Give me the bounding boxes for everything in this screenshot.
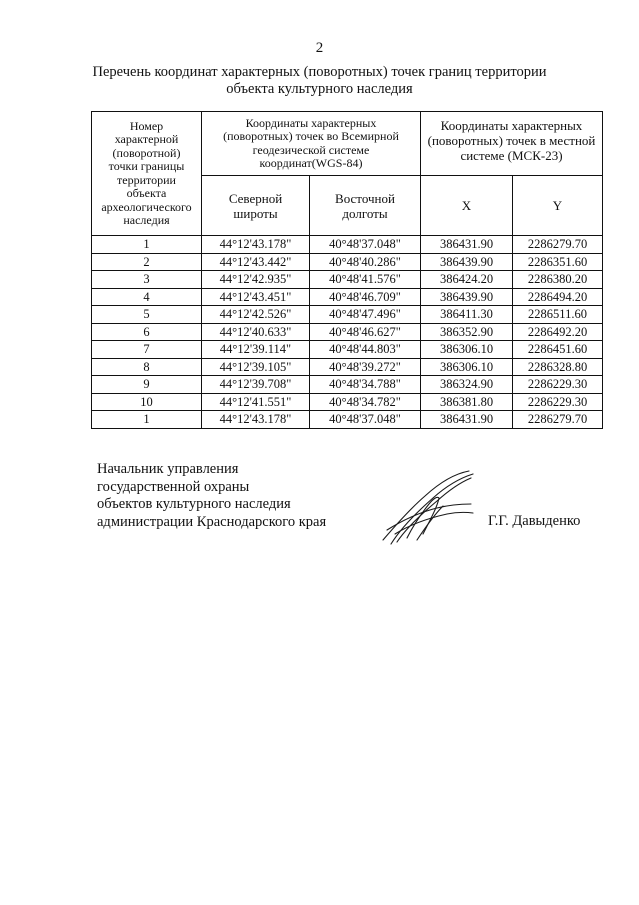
x-cell: 386431.90 [421, 236, 513, 254]
x-cell: 386381.80 [421, 393, 513, 411]
header-east-longitude [310, 176, 421, 236]
header-line: системе (МСК-23) [460, 148, 563, 163]
latitude-cell: 44°12'41.551" [202, 393, 310, 411]
document-title-line-1: Перечень координат характерных (поворотных) точек границ территории [92, 64, 547, 80]
header-point-number [92, 112, 202, 236]
header-line: археологического [101, 199, 192, 214]
longitude-cell: 40°48'44.803" [310, 341, 421, 359]
table-row [92, 358, 603, 376]
header-north-latitude [202, 176, 310, 236]
x-cell: 386306.10 [421, 358, 513, 376]
header-line: долготы [342, 205, 388, 221]
x-cell: 386431.90 [421, 411, 513, 429]
y-cell: 2286279.70 [513, 411, 603, 429]
longitude-cell: 40°48'39.272" [310, 358, 421, 376]
y-cell: 2286451.60 [513, 341, 603, 359]
header-line: объекта [126, 186, 167, 200]
table-row [92, 253, 603, 271]
point-number: 1 [92, 236, 202, 254]
header-msk23 [421, 112, 603, 176]
point-number: 2 [92, 253, 202, 271]
point-number: 4 [92, 288, 202, 306]
signatory-position [97, 461, 326, 531]
latitude-cell: 44°12'42.526" [202, 306, 310, 324]
y-cell: 2286351.60 [513, 253, 603, 271]
document-title [60, 64, 579, 98]
header-line: Северной [228, 190, 283, 206]
latitude-cell: 44°12'43.442" [202, 253, 310, 271]
latitude-cell: 44°12'40.633" [202, 323, 310, 341]
y-cell: 2286229.30 [513, 393, 603, 411]
point-number: 1 [92, 411, 202, 429]
header-line: (поворотной) [112, 145, 181, 160]
latitude-cell: 44°12'43.178" [202, 236, 310, 254]
signatory-position-line: Начальник управления [97, 461, 239, 477]
longitude-cell: 40°48'34.788" [310, 376, 421, 394]
latitude-cell: 44°12'39.708" [202, 376, 310, 394]
y-cell: 2286380.20 [513, 271, 603, 289]
x-cell: 386324.90 [421, 376, 513, 394]
point-number: 8 [92, 358, 202, 376]
handwritten-signature [377, 468, 477, 548]
signatory-position-line: объектов культурного наследия [97, 496, 291, 512]
y-cell: 2286328.80 [513, 358, 603, 376]
longitude-cell: 40°48'34.782" [310, 393, 421, 411]
coordinates-table [91, 111, 603, 429]
longitude-cell: 40°48'46.709" [310, 288, 421, 306]
header-line: координат(WGS-84) [259, 156, 363, 170]
header-line: (поворотных) точек во Всемирной [223, 129, 399, 143]
header-line: геодезической системе [252, 142, 370, 157]
latitude-cell: 44°12'43.178" [202, 411, 310, 429]
point-number: 3 [92, 271, 202, 289]
coordinates-table-body [92, 236, 603, 429]
y-cell: 2286492.20 [513, 323, 603, 341]
header-line: Координаты характерных [245, 115, 377, 130]
header-line: Восточной [335, 190, 395, 206]
point-number: 9 [92, 376, 202, 394]
header-line: территории [117, 172, 176, 187]
table-row [92, 323, 603, 341]
point-number: 6 [92, 323, 202, 341]
point-number: 7 [92, 341, 202, 359]
longitude-cell: 40°48'41.576" [310, 271, 421, 289]
y-cell: 2286229.30 [513, 376, 603, 394]
header-line: Номер [129, 118, 164, 133]
header-line: характерной [114, 132, 179, 146]
y-cell: 2286279.70 [513, 236, 603, 254]
x-cell: 386424.20 [421, 271, 513, 289]
header-line: Координаты характерных [440, 118, 583, 133]
table-row [92, 411, 603, 429]
y-cell: 2286511.60 [513, 306, 603, 324]
table-row [92, 376, 603, 394]
table-row [92, 341, 603, 359]
y-cell: 2286494.20 [513, 288, 603, 306]
longitude-cell: 40°48'40.286" [310, 253, 421, 271]
longitude-cell: 40°48'47.496" [310, 306, 421, 324]
longitude-cell: 40°48'37.048" [310, 411, 421, 429]
longitude-cell: 40°48'46.627" [310, 323, 421, 341]
table-row [92, 288, 603, 306]
point-number: 5 [92, 306, 202, 324]
table-row [92, 236, 603, 254]
table-row [92, 393, 603, 411]
latitude-cell: 44°12'42.935" [202, 271, 310, 289]
longitude-cell: 40°48'37.048" [310, 236, 421, 254]
latitude-cell: 44°12'39.114" [202, 341, 310, 359]
header-x: X [421, 176, 513, 236]
latitude-cell: 44°12'43.451" [202, 288, 310, 306]
x-cell: 386411.30 [421, 306, 513, 324]
signatory-name: Г.Г. Давыденко [488, 513, 581, 529]
point-number: 10 [92, 393, 202, 411]
header-y: Y [513, 176, 603, 236]
table-row [92, 271, 603, 289]
signatory-position-line: государственной охраны [97, 478, 250, 495]
header-line: широты [233, 205, 278, 221]
header-line: (поворотных) точек в местной [427, 133, 596, 148]
document-title-line-2: объекта культурного наследия [226, 81, 413, 97]
signatory-position-line: администрации Краснодарского края [97, 513, 327, 530]
x-cell: 386352.90 [421, 323, 513, 341]
x-cell: 386439.90 [421, 288, 513, 306]
header-line: точки границы [108, 159, 185, 173]
page-number: 2 [315, 40, 324, 56]
header-line: наследия [123, 213, 170, 227]
x-cell: 386306.10 [421, 341, 513, 359]
latitude-cell: 44°12'39.105" [202, 358, 310, 376]
table-row [92, 306, 603, 324]
header-wgs84 [202, 112, 421, 176]
x-cell: 386439.90 [421, 253, 513, 271]
